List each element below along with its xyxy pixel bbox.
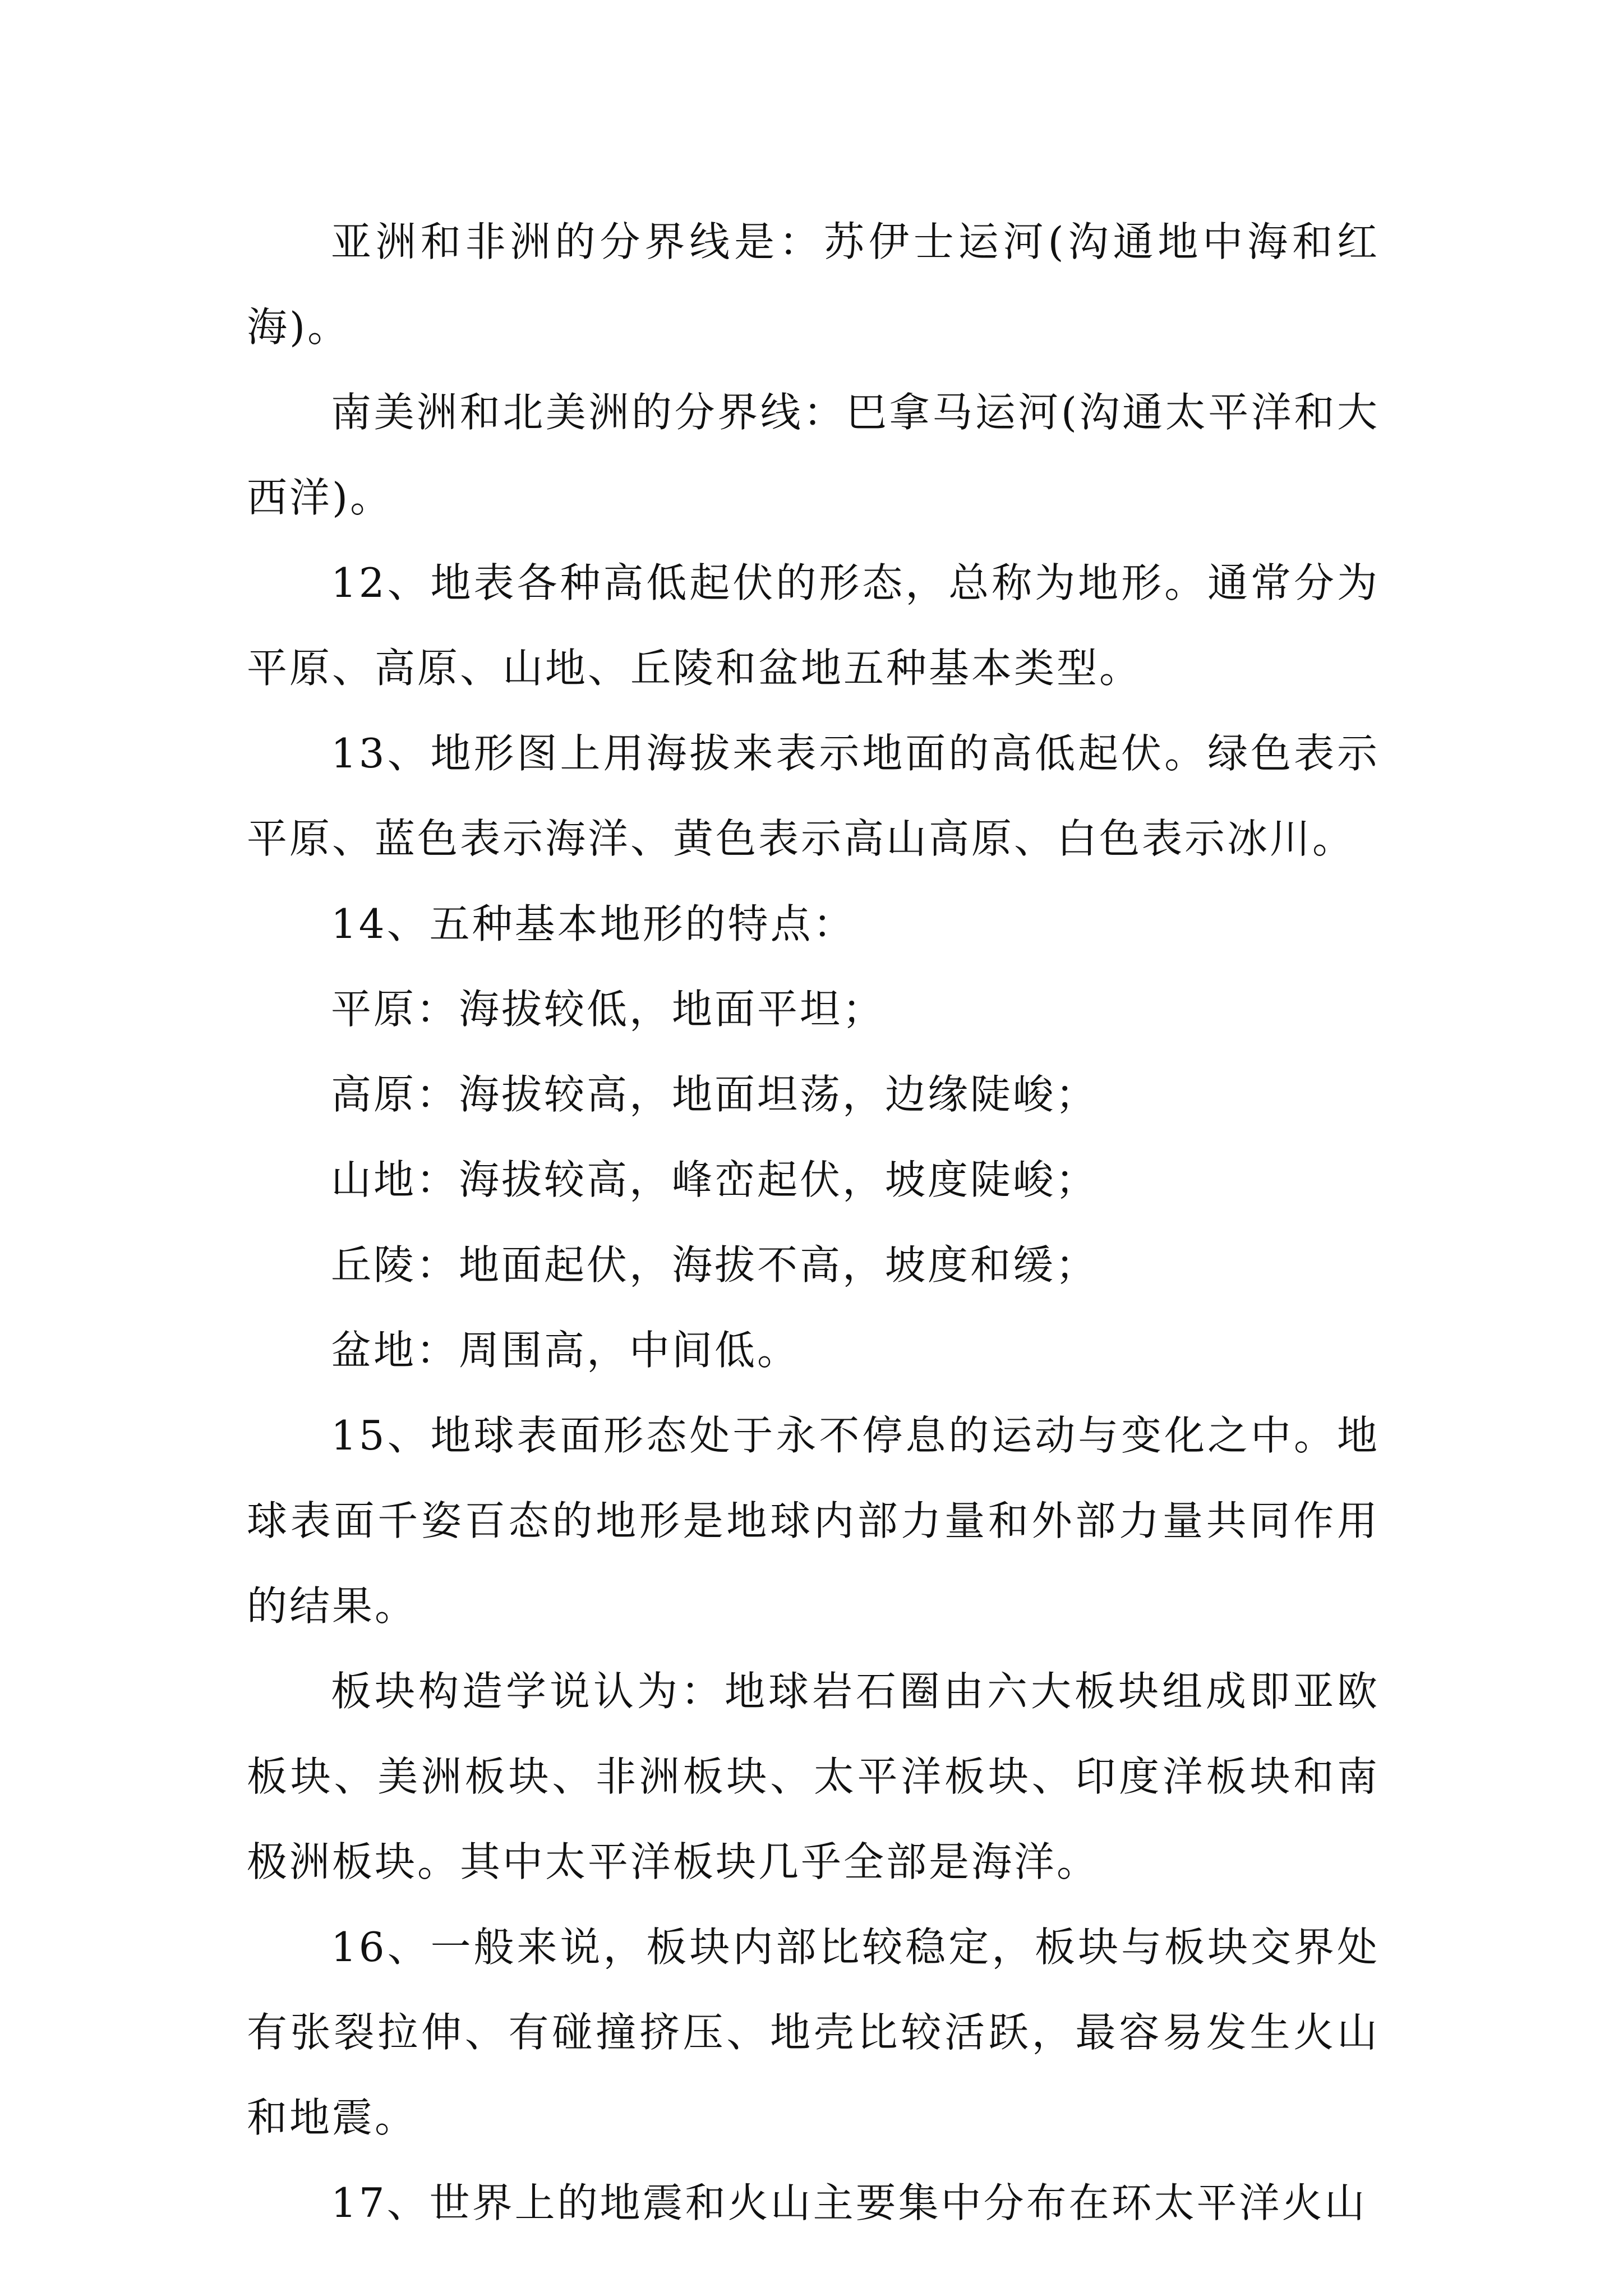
document-body [247,199,1380,2246]
paragraph-plate-tectonics: 板块构造学说认为：地球岩石圈由六大板块组成即亚欧板块、美洲板块、非洲板块、太平洋板块、印度洋板块和南极洲板块。其中太平洋板块几乎全部是海洋。 [247,1668,1380,1885]
paragraph-plateau: 高原：海拔较高，地面坦荡，边缘陡峻； [331,1071,1099,1118]
paragraph-17-earthquakes-volcanoes: 17、世界上的地震和火山主要集中分布在环太平洋火山 [331,2179,1367,2226]
paragraph-asia-africa-boundary: 亚洲和非洲的分界线是：苏伊士运河(沟通地中海和红海)。 [247,218,1380,351]
paragraph-americas-boundary: 南美洲和北美洲的分界线：巴拿马运河(沟通太平洋和大西洋)。 [247,389,1380,521]
paragraph-14-landform-features: 14、五种基本地形的特点： [331,900,856,947]
paragraph-basin: 盆地：周围高，中间低。 [331,1327,800,1374]
paragraph-12-landforms: 12、地表各种高低起伏的形态，总称为地形。通常分为平原、高原、山地、丘陵和盆地五种基本类型。 [247,559,1380,692]
paragraph-plain: 平原：海拔较低，地面平坦； [331,986,886,1033]
paragraph-16-plate-boundaries: 16、一般来说，板块内部比较稳定，板块与板块交界处有张裂拉伸、有碰撞挤压、地壳比较活跃，最容易发生火山和地震。 [247,1924,1380,2141]
paragraph-mountain: 山地：海拔较高，峰峦起伏，坡度陡峻； [331,1156,1099,1203]
paragraph-15-surface-change: 15、地球表面形态处于永不停息的运动与变化之中。地球表面千姿百态的地形是地球内部力量和外部力量共同作用的结果。 [247,1412,1380,1630]
paragraph-13-topographic-map: 13、地形图上用海拔来表示地面的高低起伏。绿色表示平原、蓝色表示海洋、黄色表示高山高原、白色表示冰川。 [247,730,1380,862]
paragraph-hills: 丘陵：地面起伏，海拔不高，坡度和缓； [331,1241,1099,1289]
